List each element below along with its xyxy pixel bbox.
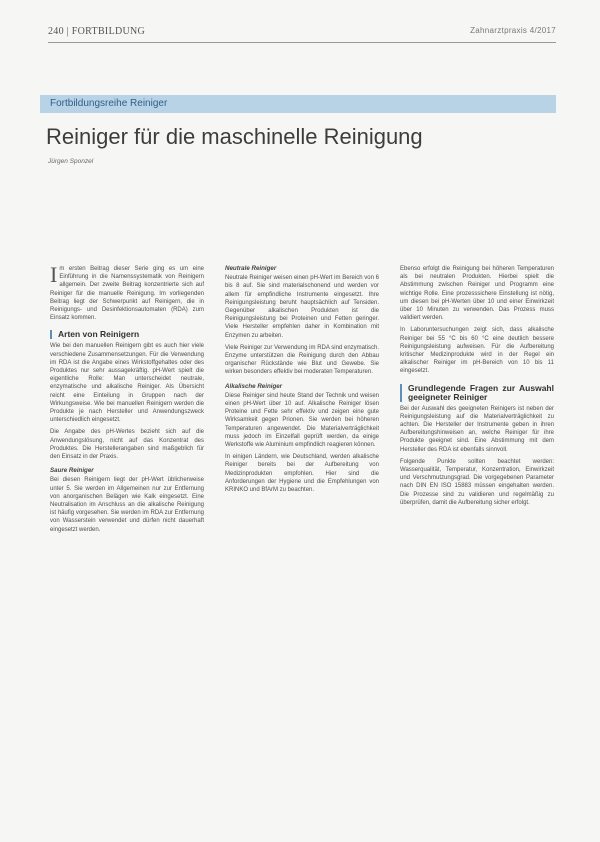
intro-text: m ersten Beitrag dieser Serie ging es um eine Einführung in die Namenssystematik von Reinigern allgemein. Der zweite Beitrag konzentrierte sich auf Reiniger für die manuelle Reinigung. Im vorliegenden Beitrag liegt der Schwerpunkt auf Reinigern, die in Reinigungs- und Desinfektionsautomaten (RDA) zum Einsatz kommen.: [50, 266, 204, 322]
text-column-3: [400, 265, 554, 511]
text-column-1: [50, 262, 204, 538]
subheading: Saure Reiniger: [50, 467, 94, 475]
series-banner: [40, 95, 556, 113]
paragraph: Viele Reiniger zur Verwendung im RDA sind enzymatisch. Enzyme unterstützen die Reinigung durch den Abbau organischer Rückstände wie Blut und Gewebe. Sie wirken besonders effektiv bei moderaten Temperaturen.: [225, 344, 379, 376]
paragraph: In Laboruntersuchungen zeigt sich, dass alkalische Reiniger bei 55 °C bis 60 °C eine deutlich bessere Reinigungsleistung aufweisen. Für die Aufbereitung kritischer Medizinprodukte wird in der Regel ein alkalischer Reiniger im pH-Bereich von 10 bis 11 eingesetzt.: [400, 327, 554, 375]
subheading: Alkalische Reiniger: [225, 382, 283, 390]
article-author: Jürgen Sponzel: [48, 158, 94, 165]
paragraph: Bei der Auswahl des geeigneten Reinigers ist neben der Reinigungsleistung auf die Materialverträglichkeit zu achten. Die Hersteller der Instrumente geben in ihren Aufbereitungshinweisen an, welche Reiniger für ihre Produkte geeignet sind. Eine Abstimmung mit dem Hersteller des RDA ist ebenfalls sinnvoll.: [400, 405, 554, 453]
subheading: Neutrale Reiniger: [225, 265, 277, 272]
paragraph: Diese Reiniger sind heute Stand der Technik und weisen einen pH-Wert über 10 auf. Alkalische Reiniger lösen Proteine und Fette sehr effektiv und zeigen eine gute Wirksamkeit gegen Prionen. Sie werden bei höheren Temperaturen angewendet. Die Materialverträglichkeit muss jedoch im Einzelfall geprüft werden, da einige Werkstoffe wie Aluminium empfindlich reagieren können.: [225, 392, 379, 449]
paragraph: Bei diesen Reinigern liegt der pH-Wert üblicherweise unter 5. Sie werden im Allgemeinen nur zur Entfernung von anorganischen Belägen wie Kalk eingesetzt. Eine Neutralisation im Anschluss an die alkalische Reinigung ist häufig vorgesehen. Sie werden im RDA zur Entfernung von Wasserstein verwendet und dürfen nicht dauerhaft eingesetzt werden.: [50, 477, 204, 533]
drop-cap: I: [50, 262, 58, 287]
paragraph: Wie bei den manuellen Reinigern gibt es auch hier viele verschiedene Zusammensetzungen. Für die Verwendung im RDA ist die Angabe eines Wirkstoffgehaltes oder des Produktes nur sehr aussagekräftig. pH-Wert spielt die eigentliche Rolle: Man unterscheidet neutrale, enzymatische und alkalische Reiniger. Als Übersicht reicht eine Einteilung in Gruppen nach der Wirkungsweise. Wie bei manuellen Reinigern werden die Produkte je nach Hersteller und Anwendungszweck unterschiedlich eingesetzt.: [50, 343, 204, 424]
header-section-label: 240 | FORTBILDUNG: [48, 26, 146, 37]
header-issue-label: Zahnarztpraxis 4/2017: [470, 26, 556, 35]
series-label: Fortbildungsreihe Reiniger: [50, 98, 168, 109]
paragraph: Neutrale Reiniger weisen einen pH-Wert im Bereich von 6 bis 8 auf. Sie sind materialschonend und werden vor allem für empfindliche Instrumente eingesetzt. Ihre Reinigungsleistung beruht hauptsächlich auf Tensiden. Gegenüber alkalischen Produkten ist die Reinigungsleistung bei Proteinen und Fetten geringer. Viele Hersteller empfehlen daher in Kombination mit Enzymen zu arbeiten.: [225, 275, 379, 339]
section-heading: Grundlegende Fragen zur Auswahl geeigneter Reiniger: [400, 384, 554, 402]
header-divider: [48, 42, 556, 43]
paragraph: In einigen Ländern, wie Deutschland, werden alkalische Reiniger bereits bei der Aufbereitung von Medizinprodukten empfohlen. Hier sind die Anforderungen der Hygiene und die Empfehlungen von KRINKO und BfArM zu beachten.: [225, 454, 379, 494]
paragraph: Die Angabe des pH-Wertes bezieht sich auf die Anwendungslösung, nicht auf das Konzentrat des Produktes. Die Herstellerangaben sind maßgeblich für den Einsatz in der Praxis.: [50, 429, 204, 461]
running-header: [48, 26, 556, 40]
page-bottom-margin: [0, 820, 600, 842]
section-heading: Arten von Reinigern: [50, 330, 204, 339]
text-column-2: [225, 265, 379, 498]
paragraph: Folgende Punkte sollten beachtet werden: Wasserqualität, Temperatur, Konzentration, Einwirkzeit und Verschmutzungsgrad. Die vorgegebenen Parameter nach DIN EN ISO 15883 müssen eingehalten werden. Die Prozesse sind zu validieren und regelmäßig zu überprüfen, damit die Aufbereitung sicher erfolgt.: [400, 458, 554, 506]
article-title: Reiniger für die maschinelle Reinigung: [46, 124, 423, 149]
paragraph: Ebenso erfolgt die Reinigung bei höheren Temperaturen als bei neutralen Produkten. Hierbei spielt die Abstimmung zwischen Reiniger und Programm eine wichtige Rolle. Eine prozesssichere Einstellung ist nötig, um diesen bei pH-Werten über 10 und einer Einwirkzeit über 10 Minuten zu verwenden. Das Prozess muss validiert werden.: [400, 266, 554, 322]
intro-paragraph: [50, 262, 204, 322]
